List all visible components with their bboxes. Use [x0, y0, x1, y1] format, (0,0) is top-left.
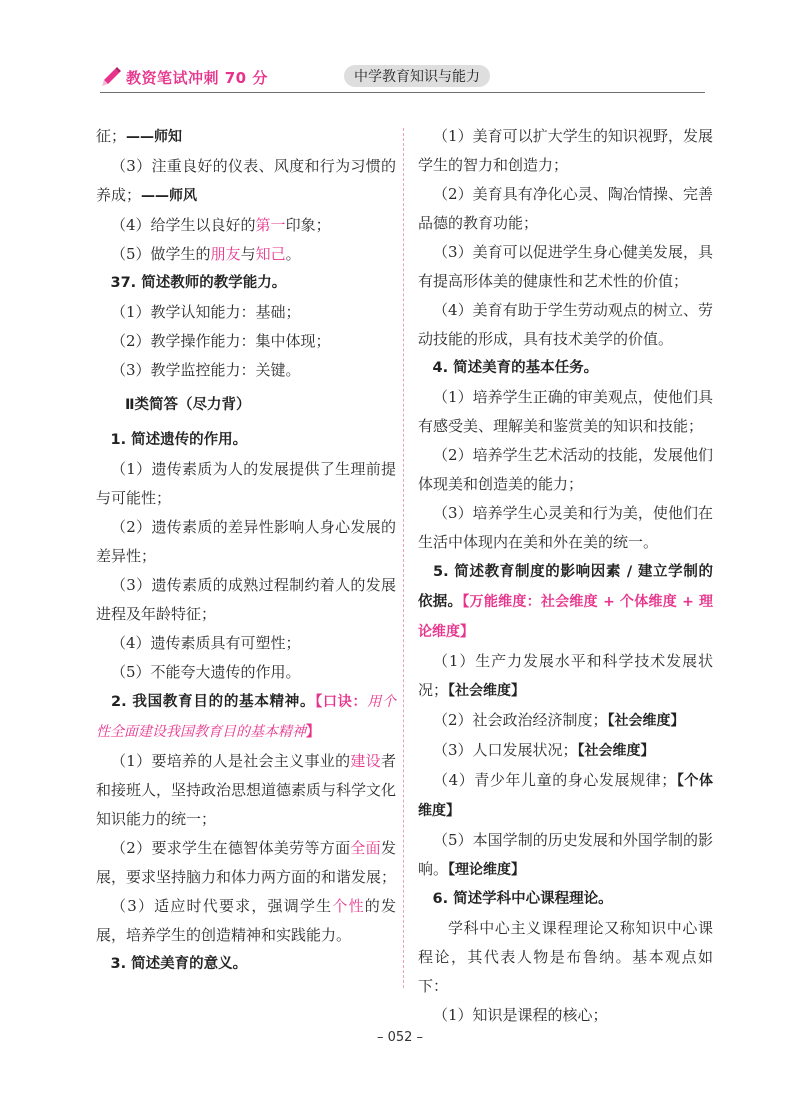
teacher-item-4: （4）给学生以良好的第一印象；	[111, 216, 331, 234]
answer-5-1: （1）生产力发展水平和科学技术发展状况；【社会维度】	[418, 652, 713, 699]
question-3: 3. 简述美育的意义。	[110, 956, 248, 972]
answer-3-4: （4）美育有助于学生劳动观点的树立、劳动技能的形成，具有技术美学的价值。	[418, 301, 713, 348]
answer-37-3: （3）教学监控能力：关键。	[111, 361, 301, 379]
answer-5-4: （4）青少年儿童的身心发展规律；【个体维度】	[418, 771, 714, 819]
book-title: 教资笔试冲刺 70 分	[126, 69, 268, 87]
column-divider	[403, 128, 404, 988]
subject-tag: 中学教育知识与能力	[344, 65, 490, 87]
page-number: – 052 –	[376, 1030, 424, 1045]
question-6: 6. 简述学科中心课程理论。	[432, 891, 613, 907]
question-1: 1. 简述遗传的作用。	[110, 432, 248, 448]
answer-2-1: （1）要培养的人是社会主义事业的建设者和接班人，坚持政治思想道德素质与科学文化知识能力的统一；	[96, 752, 397, 828]
answer-3-1: （1）美育可以扩大学生的知识视野，发展学生的智力和创造力；	[418, 127, 713, 174]
left-column	[96, 122, 396, 979]
answer-37-2: （2）教学操作能力：集中体现；	[111, 332, 331, 350]
answer-37-1: （1）教学认知能力：基础；	[111, 303, 301, 321]
section-heading: Ⅱ类简答（尽力背）	[125, 397, 251, 413]
pencil-icon	[100, 66, 122, 88]
answer-1-3: （3）遗传素质的成熟过程制约着人的发展进程及年龄特征；	[96, 576, 396, 623]
answer-6-1: （1）知识是课程的核心；	[433, 1006, 608, 1024]
answer-6-intro: 学科中心主义课程理论又称知识中心课程论，其代表人物是布鲁纳。基本观点如下：	[418, 919, 713, 995]
answer-5-2: （2）社会政治经济制度；【社会维度】	[433, 711, 685, 729]
answer-4-1: （1）培养学生正确的审美观点，使他们具有感受美、理解美和鉴赏美的知识和技能；	[418, 388, 713, 435]
question-4: 4. 简述美育的基本任务。	[432, 360, 599, 376]
answer-1-2: （2）遗传素质的差异性影响人身心发展的差异性；	[96, 518, 396, 565]
answer-3-3: （3）美育可以促进学生身心健美发展，具有提高形体美的健康性和艺术性的价值；	[418, 243, 713, 290]
teacher-item-3: （3）注重良好的仪表、风度和行为习惯的养成；——师风	[96, 157, 396, 204]
answer-1-4: （4）遗传素质具有可塑性；	[111, 634, 301, 652]
answer-2-2: （2）要求学生在德智体美劳等方面全面发展，要求坚持脑力和体力两方面的和谐发展；	[96, 839, 397, 886]
right-column	[418, 122, 713, 1030]
answer-1-1: （1）遗传素质为人的发展提供了生理前提与可能性；	[96, 460, 396, 507]
question-5: 5. 简述教育制度的影响因素 / 建立学制的依据。【万能维度：社会维度 + 个体维度 + 理论维度】	[418, 564, 713, 640]
answer-2-3: （3）适应时代要求，强调学生个性的发展，培养学生的创造精神和实践能力。	[96, 897, 396, 944]
answer-3-2: （2）美育具有净化心灵、陶冶情操、完善品德的教育功能；	[418, 185, 713, 232]
question-37: 37. 简述教师的教学能力。	[110, 275, 287, 291]
question-2: 2. 我国教育目的的基本精神。【口诀：用个性全面建设我国教育目的基本精神】	[96, 694, 397, 740]
answer-5-3: （3）人口发展状况；【社会维度】	[433, 741, 655, 759]
teacher-item-3-tail: 征；——师知	[96, 127, 183, 145]
answer-5-5: （5）本国学制的历史发展和外国学制的影响。【理论维度】	[418, 831, 713, 878]
page-header	[100, 64, 705, 94]
header-rule	[100, 92, 705, 93]
teacher-item-5: （5）做学生的朋友与知己。	[111, 245, 301, 263]
answer-4-2: （2）培养学生艺术活动的技能，发展他们体现美和创造美的能力；	[418, 446, 713, 493]
answer-4-3: （3）培养学生心灵美和行为美，使他们在生活中体现内在美和外在美的统一。	[418, 504, 713, 551]
answer-1-5: （5）不能夸大遗传的作用。	[111, 663, 301, 681]
